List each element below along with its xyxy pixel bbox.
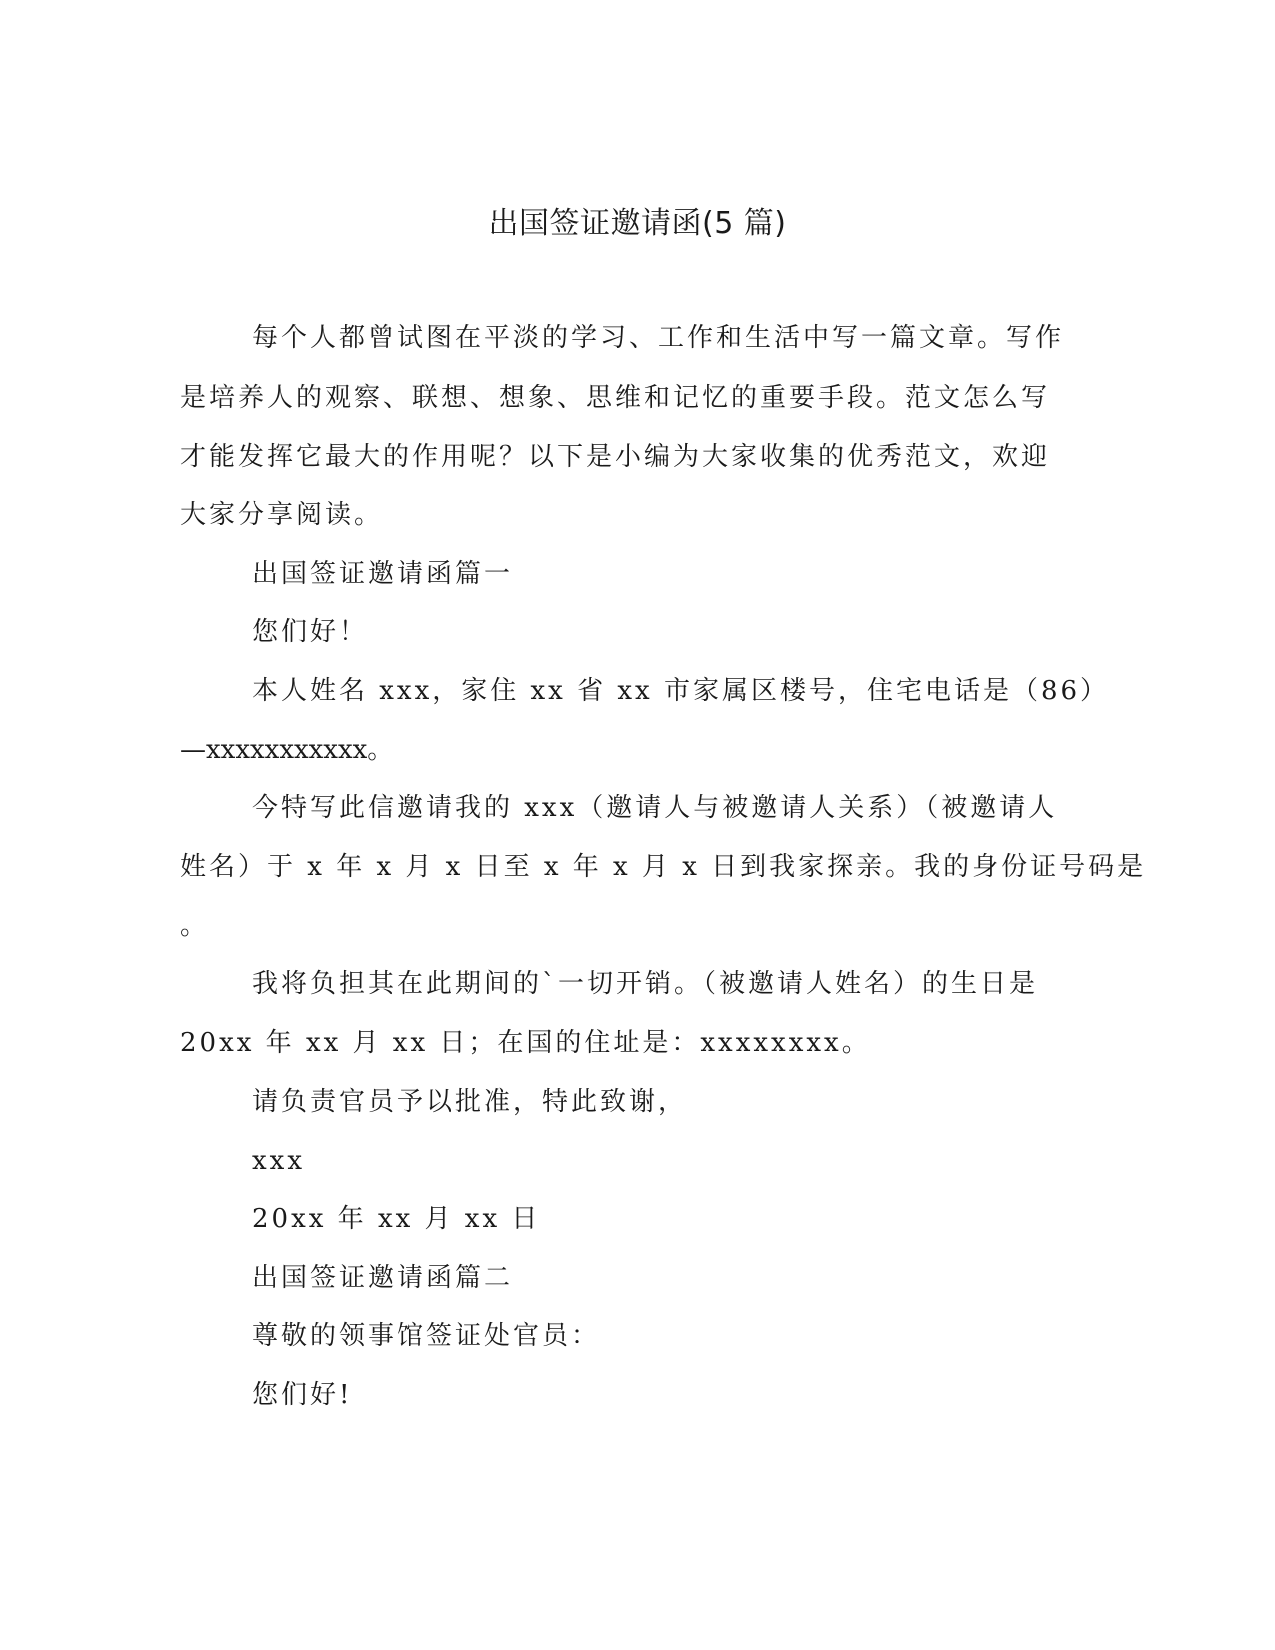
body-paragraph-line: 今特写此信邀请我的 xxx（邀请人与被邀请人关系）（被邀请人 [252, 793, 1058, 823]
intro-paragraph-line-2: 是培养人的观察、联想、想象、思维和记忆的重要手段。范文怎么写 [180, 383, 1051, 413]
intro-paragraph-line-3: 才能发挥它最大的作用呢？以下是小编为大家收集的优秀范文，欢迎 [180, 442, 1051, 472]
section-heading-2: 出国签证邀请函篇二 [252, 1263, 514, 1293]
greeting-line: 您们好！ [252, 617, 369, 647]
body-paragraph-line: 姓名）于 x 年 x 月 x 日至 x 年 x 月 x 日到我家探亲。我的身份证号码是 [180, 852, 1147, 882]
document-title: 出国签证邀请函(5 篇) [488, 206, 787, 241]
greeting-line-2: 您们好! [252, 1380, 353, 1410]
intro-paragraph-line-1: 每个人都曾试图在平淡的学习、工作和生活中写一篇文章。写作 [252, 323, 1065, 353]
body-paragraph-line: —xxxxxxxxxxx。 [180, 735, 394, 765]
section-heading-1: 出国签证邀请函篇一 [252, 559, 514, 589]
closing-line: 请负责官员予以批准，特此致谢， [252, 1087, 688, 1117]
body-paragraph-line: 。 [180, 911, 210, 941]
salutation-line: 尊敬的领事馆签证处官员： [252, 1321, 601, 1351]
signature-name: xxx [252, 1146, 305, 1176]
body-paragraph-line: 本人姓名 xxx，家住 xx 省 xx 市家属区楼号，住宅电话是（86） [252, 676, 1110, 706]
body-paragraph-line: 20xx 年 xx 月 xx 日；在国的住址是：xxxxxxxx。 [180, 1028, 871, 1058]
intro-paragraph-line-4: 大家分享阅读。 [180, 500, 384, 530]
signature-date: 20xx 年 xx 月 xx 日 [252, 1204, 541, 1234]
body-paragraph-line: 我将负担其在此期间的`一切开销。（被邀请人姓名）的生日是 [252, 969, 1039, 999]
